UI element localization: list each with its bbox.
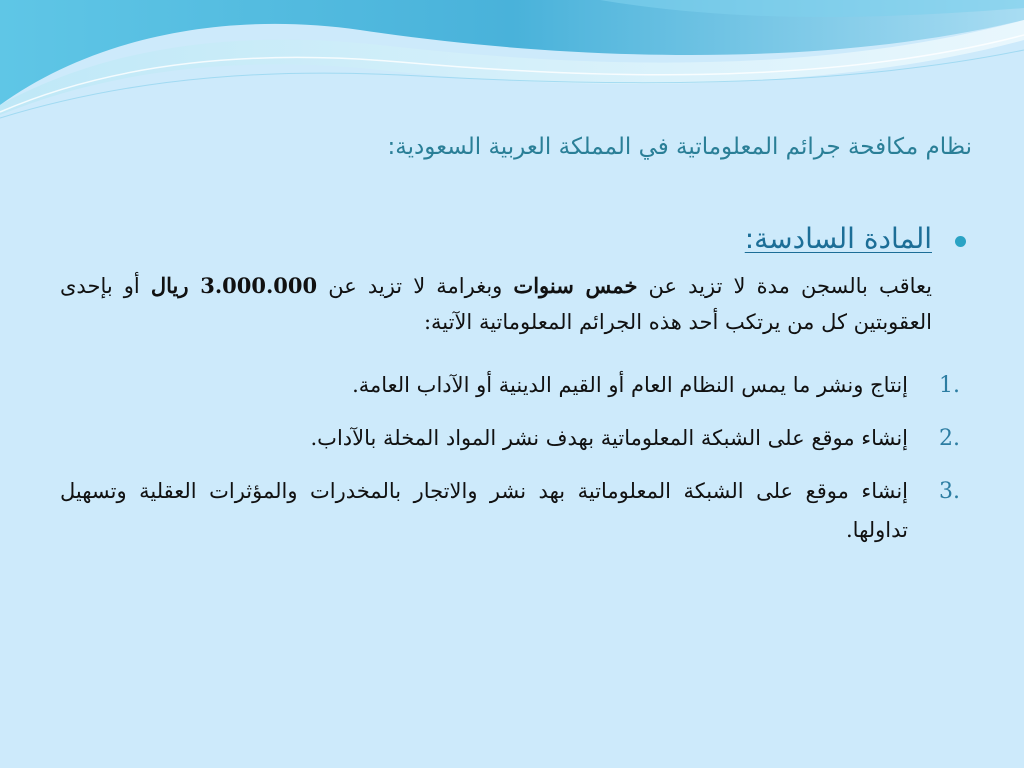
crimes-list xyxy=(60,366,972,550)
list-item-text: إنشاء موقع على الشبكة المعلوماتية بهد نشر والاتجار بالمخدرات والمؤثرات العقلية وتسهيل تداولها. xyxy=(60,479,908,542)
list-item-number: 3. xyxy=(939,479,960,504)
article-heading-row xyxy=(60,222,972,268)
list-item-text: إنتاج ونشر ما يمس النظام العام أو القيم الدينية أو الآداب العامة. xyxy=(352,373,908,397)
list-item-text: إنشاء موقع على الشبكة المعلوماتية بهدف نشر المواد المخلة بالآداب. xyxy=(310,426,908,450)
list-item-number: 2. xyxy=(939,426,960,451)
article-paragraph xyxy=(60,268,972,340)
list-item xyxy=(60,419,972,458)
list-item xyxy=(60,472,972,550)
list-item-number: 1. xyxy=(939,373,960,398)
list-item xyxy=(60,366,972,405)
paragraph-text-1: يعاقب بالسجن مدة لا تزيد عن xyxy=(637,274,932,298)
paragraph-text-3: أو بإحدى العقوبتين كل من يرتكب أحد هذه الجرائم المعلوماتية الآتية: xyxy=(60,274,932,334)
bullet-dot-icon xyxy=(955,236,966,247)
paragraph-bold-duration: خمس سنوات xyxy=(513,273,638,298)
paragraph-bold-fine: 3.000.000 ريال xyxy=(150,273,318,298)
slide-title: نظام مكافحة جرائم المعلوماتية في المملكة العربية السعودية: xyxy=(387,134,972,160)
paragraph-text-2: وبغرامة لا تزيد عن xyxy=(317,274,514,298)
article-heading: المادة السادسة: xyxy=(744,222,932,255)
decorative-wave xyxy=(0,0,1024,120)
slide-content xyxy=(60,222,972,564)
